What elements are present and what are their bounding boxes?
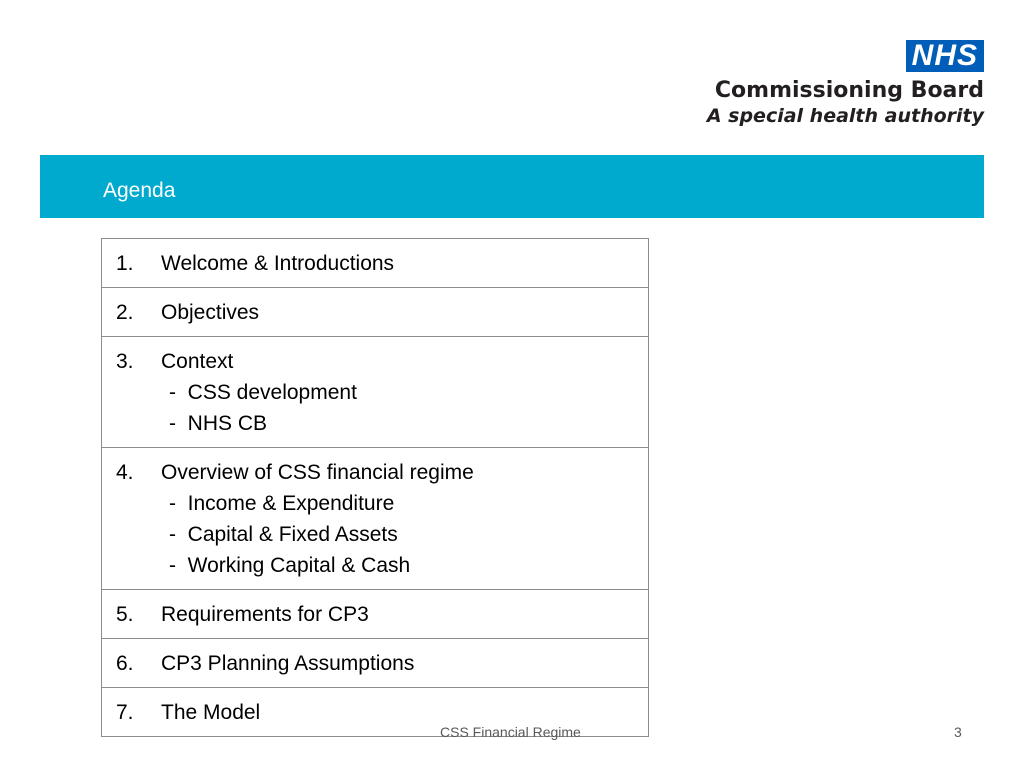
agenda-row (102, 590, 649, 639)
agenda-item-number: 1. (116, 252, 134, 275)
agenda-table (101, 238, 649, 737)
agenda-cell (102, 639, 649, 688)
agenda-cell (102, 337, 649, 448)
slide-title: Agenda (103, 179, 176, 202)
agenda-cell (102, 239, 649, 288)
agenda-item-text: CP3 Planning Assumptions (161, 652, 415, 675)
agenda-item (116, 457, 636, 488)
agenda-item (116, 648, 636, 679)
nhs-badge: NHS (906, 40, 984, 72)
agenda-item (116, 248, 636, 279)
agenda-item-text: Requirements for CP3 (161, 603, 369, 626)
logo-subtitle: A special health authority (706, 105, 984, 127)
agenda-item-number: 5. (116, 603, 134, 626)
logo-title: Commissioning Board (714, 78, 984, 103)
agenda-row (102, 239, 649, 288)
agenda-row (102, 448, 649, 590)
agenda-item-number: 4. (116, 461, 134, 484)
nhs-commissioning-board-logo (694, 40, 984, 128)
agenda-row (102, 337, 649, 448)
agenda-item (116, 599, 636, 630)
agenda-item-number: 7. (116, 701, 134, 724)
page-number: 3 (954, 724, 962, 740)
agenda-item (116, 297, 636, 328)
agenda-item-number: 3. (116, 350, 134, 373)
agenda-item (116, 346, 636, 377)
agenda-subitem: - Working Capital & Cash (169, 554, 411, 577)
agenda-item-number: 6. (116, 652, 134, 675)
agenda-row (102, 639, 649, 688)
agenda-item-text: Overview of CSS financial regime (161, 461, 474, 484)
agenda-item-text: Context (161, 350, 234, 373)
agenda-cell (102, 288, 649, 337)
agenda-item-number: 2. (116, 301, 134, 324)
agenda-cell (102, 448, 649, 590)
agenda-subitem: - NHS CB (169, 412, 268, 435)
agenda-subitem: - CSS development (169, 381, 357, 404)
agenda-item-text: Welcome & Introductions (161, 252, 395, 275)
agenda-row (102, 288, 649, 337)
agenda-cell (102, 590, 649, 639)
footer-text: CSS Financial Regime (440, 724, 581, 740)
agenda-subitem: - Capital & Fixed Assets (169, 523, 398, 546)
title-banner (40, 155, 984, 218)
agenda-item-text: The Model (161, 701, 261, 724)
agenda-item-text: Objectives (161, 301, 260, 324)
agenda-subitem: - Income & Expenditure (169, 492, 395, 515)
